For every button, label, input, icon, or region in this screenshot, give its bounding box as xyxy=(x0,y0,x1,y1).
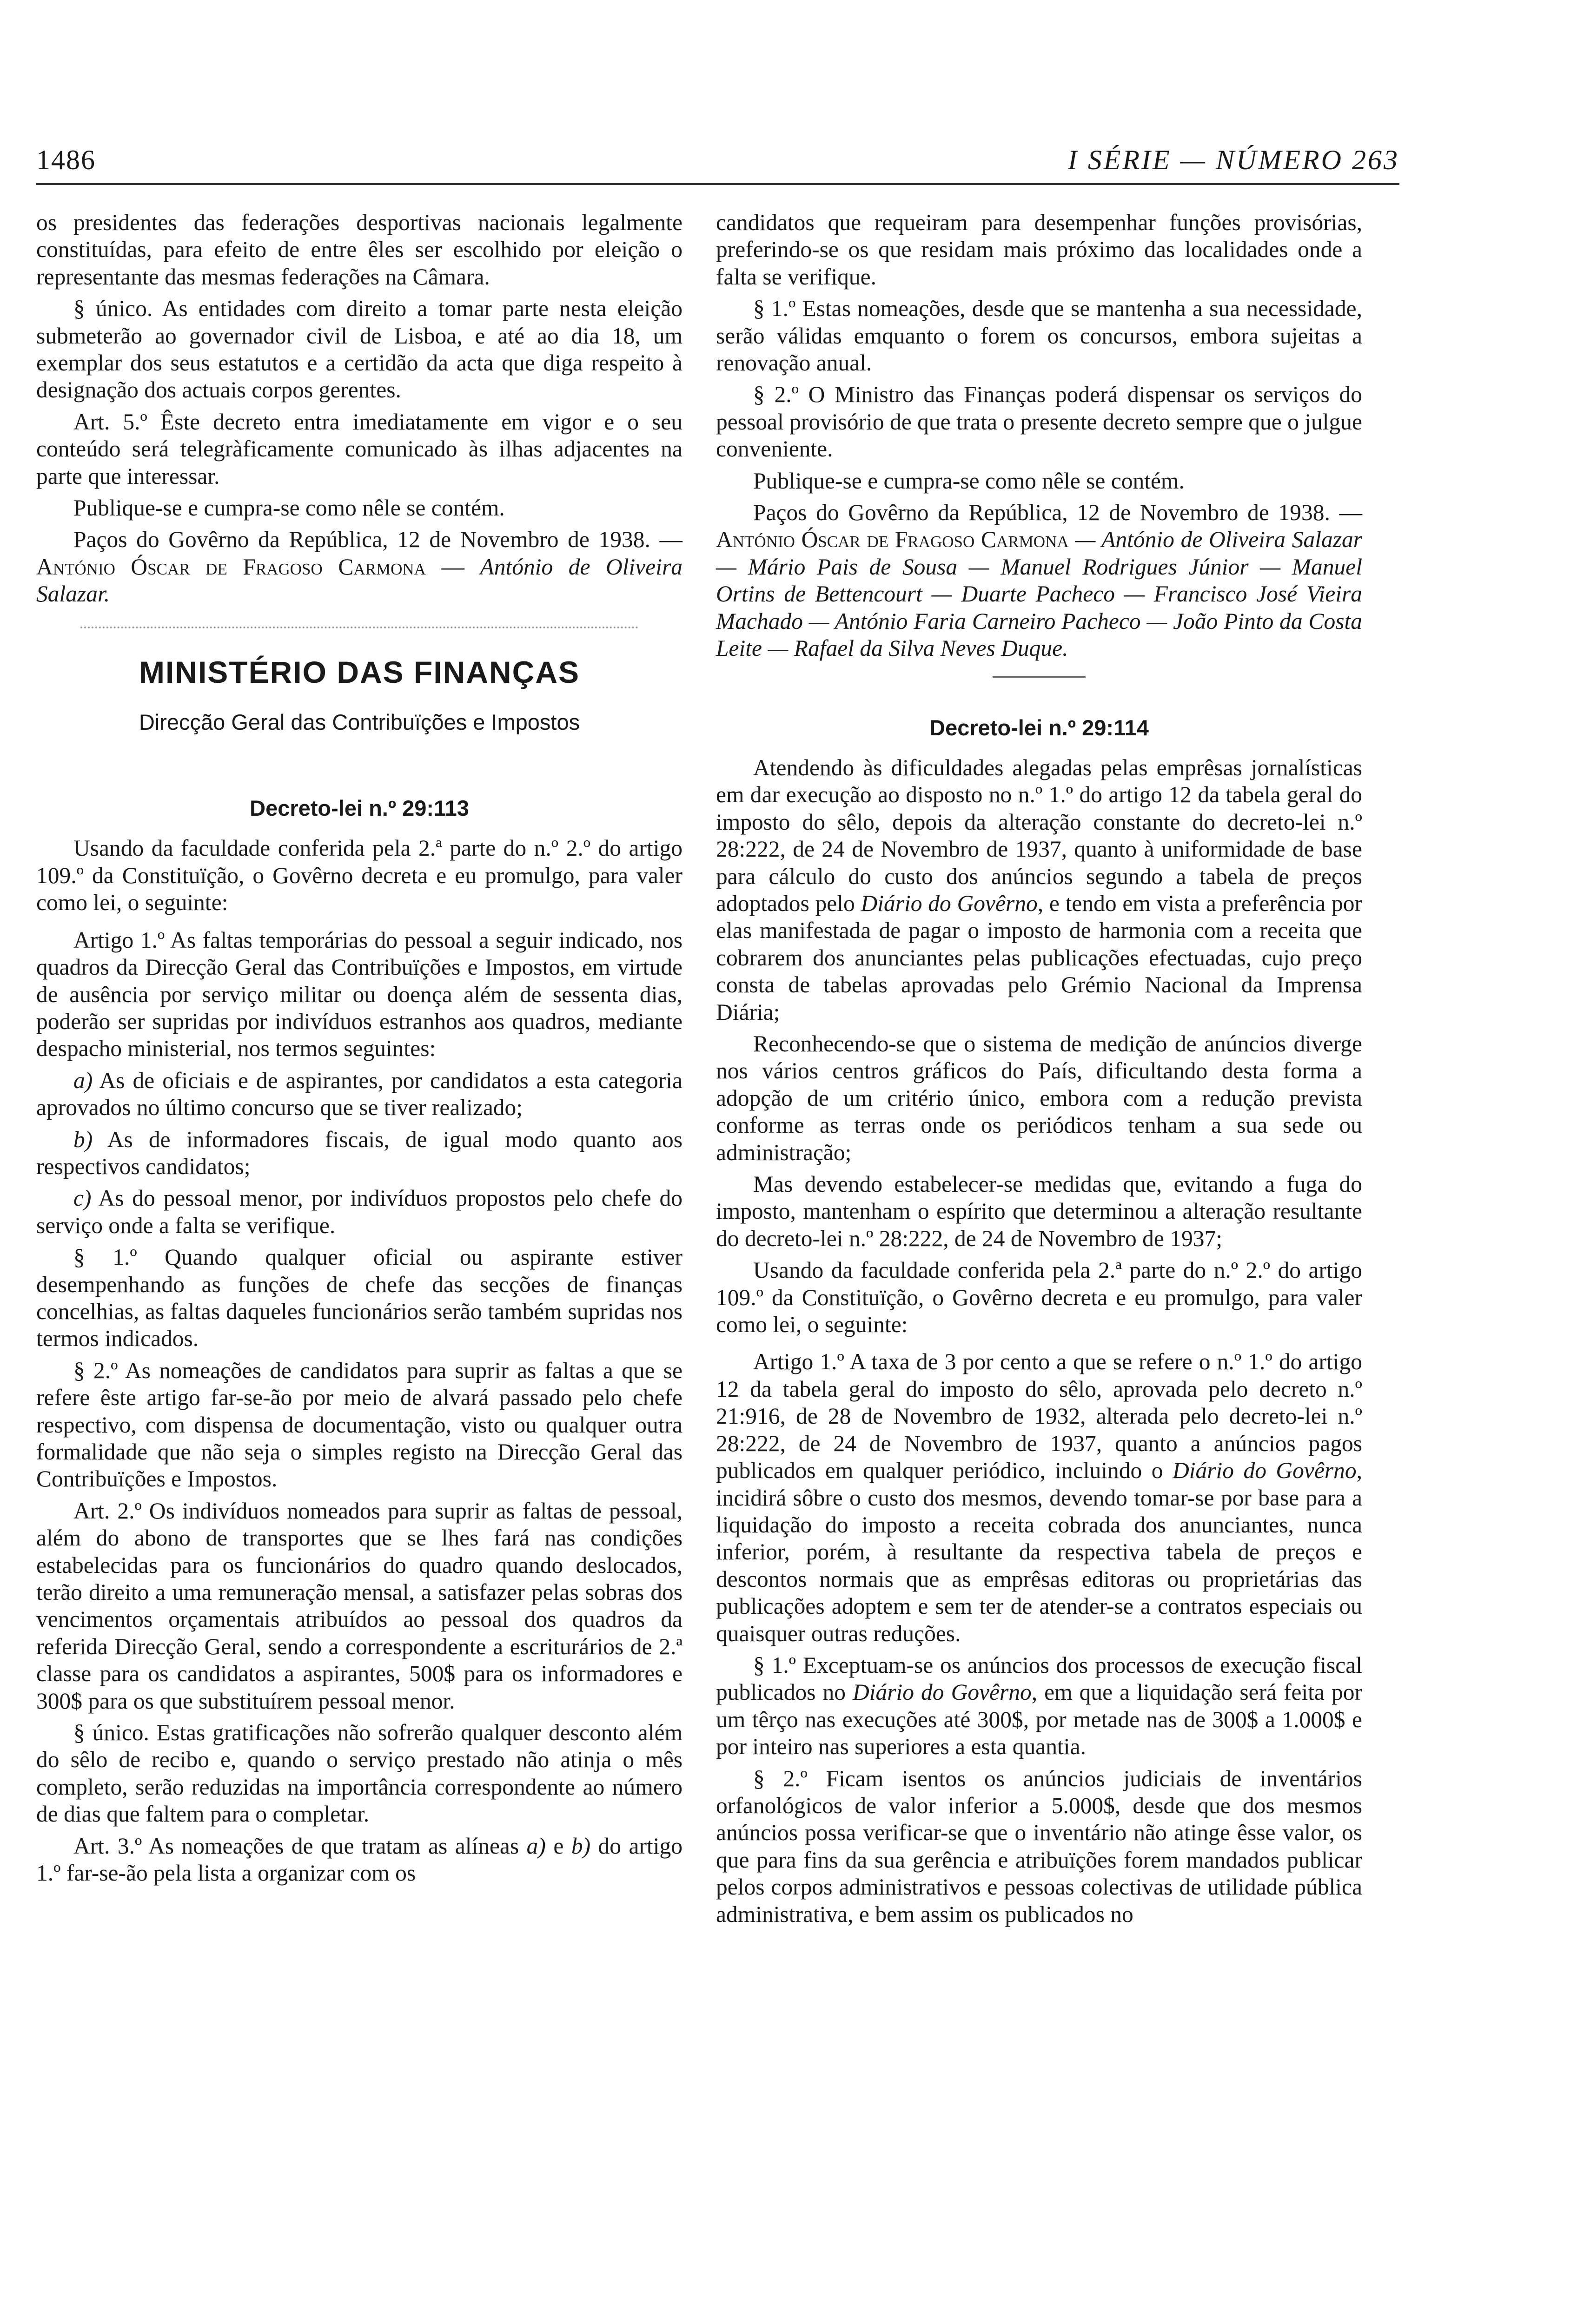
item-label: c) xyxy=(73,1185,92,1211)
signature-name: António Óscar de Fragoso Carmona xyxy=(36,554,426,580)
text: , em que a liquidação será feita por um têrço nas execuções até 300$, por metade nas de 300$ a 1.000$ e por inteiro nas superiores a esta quantia. xyxy=(716,1679,1363,1760)
ministry-heading: MINISTÉRIO DAS FINANÇAS xyxy=(139,654,580,689)
paragraph: § único. Estas gratificações não sofrerão qualquer desconto além do sêlo de recibo e, quando o serviço prestado não atinja o mês completo, serão reduzidas na importância correspondente ao número de dias que faltem para o completar. xyxy=(36,1720,682,1827)
separator xyxy=(80,627,638,628)
text: Diário do Govêrno xyxy=(853,1679,1032,1705)
paragraph xyxy=(36,1833,682,1887)
paragraph: Reconhecendo-se que o sistema de medição de anúncios diverge nos vários centros gráficos do País, dificultando desta forma a adopção de um critério único, embora com a redução prevista conforme as terras onde os periódicos tenham a sua sede ou administração; xyxy=(716,1031,1362,1165)
paragraph xyxy=(716,1348,1362,1647)
left-column xyxy=(36,209,682,1892)
list-item xyxy=(36,1126,682,1181)
signature-name: António Óscar de Fragoso Carmona xyxy=(716,527,1069,553)
text: § 1.º Exceptuam-se os anúncios dos processos de execução fiscal publicados no xyxy=(716,1652,1362,1705)
text: b) xyxy=(571,1833,591,1859)
paragraph: os presidentes das federações desportivas nacionais legalmente constituídas, para efeito de entre êles ser escolhido por eleição o representante das mesmas federações na Câmara. xyxy=(36,210,682,290)
item-text: As de informadores fiscais, de igual modo quanto aos respectivos candidatos; xyxy=(36,1126,682,1179)
paragraph: Usando da faculdade conferida pela 2.ª parte do n.º 2.º do artigo 109.º da Constituïção, o Govêrno decreta e eu promulgo, para valer como lei, o seguinte: xyxy=(716,1257,1362,1338)
paragraph: candidatos que requeiram para desempenhar funções provisórias, preferindo-se os que residam mais próximo das localidades onde a falta se verifique. xyxy=(716,210,1362,290)
signature xyxy=(716,499,1362,662)
list-item xyxy=(36,1185,682,1239)
text: a) xyxy=(526,1833,546,1859)
header-rule xyxy=(36,183,1399,185)
decree-title: Decreto-lei n.º 29:114 xyxy=(929,715,1149,740)
item-label: b) xyxy=(73,1126,93,1152)
text: Artigo 1.º A taxa de 3 por cento a que se refere o n.º 1.º do artigo 12 da tabela geral do imposto do sêlo, aprovada pelo decreto n.º 21:916, de 28 de Novembro de 1932, alterada pelo decreto-lei n.º 28:222, de 24 de Novembro de 1937, quanto a anúncios pagos publicados em qualquer periódico, incluindo o xyxy=(716,1349,1362,1484)
paragraph: § 2.º As nomeações de candidatos para suprir as faltas a que se refere êste artigo far-se-ão por meio de alvará passado pelo chefe respectivo, com dispensa de documentação, visto ou qualquer outra formalidade que não seja o simples registo na Direcção Geral das Contribuïções e Impostos. xyxy=(36,1357,682,1492)
series-label: I SÉRIE — NÚMERO 263 xyxy=(1067,145,1399,175)
signature xyxy=(36,526,682,607)
paragraph: Usando da faculdade conferida pela 2.ª parte do n.º 2.º do artigo 109.º da Constituïção, o Govêrno decreta e eu promulgo, para valer como lei, o seguinte: xyxy=(36,835,682,916)
paragraph xyxy=(716,754,1362,1026)
separator xyxy=(993,676,1086,678)
signature-name: António de Oliveira Salazar. xyxy=(36,554,682,607)
signature-text: Paços do Govêrno da República, 12 de Novembro de 1938. — xyxy=(73,527,682,553)
decree-title: Decreto-lei n.º 29:113 xyxy=(250,796,469,821)
paragraph: Art. 2.º Os indivíduos nomeados para suprir as faltas de pessoal, além do abono de transportes que se lhes fará nas condições estabelecidas para os funcionários do quadro quando deslocados, terão direito a uma remuneração mensal, a satisfazer pelas sobras dos vencimentos orçamentais atribuídos ao pessoal dos quadros da referida Direcção Geral, sendo a correspondente a escriturários de 2.ª classe para os candidatos a aspirantes, 500$ para os informadores e 300$ para os que substituírem pessoal menor. xyxy=(36,1498,682,1714)
paragraph: Publique-se e cumpra-se como nêle se contém. xyxy=(753,468,1185,494)
paragraph: § 1.º Quando qualquer oficial ou aspirante estiver desempenhando as funções de chefe das secções de finanças concelhias, as faltas daqueles funcionários serão também supridas nos termos indicados. xyxy=(36,1244,682,1352)
paragraph: Mas devendo estabelecer-se medidas que, evitando a fuga do imposto, mantenham o espírito que determinou a alteração resultante do decreto-lei n.º 28:222, de 24 de Novembro de 1937; xyxy=(716,1171,1362,1251)
text: , e tendo em vista a preferência por elas manifestada de pagar o imposto de harmonia com a receita que cobrarem dos anunciantes pelas publicações efectuadas, cujo preço consta de tabelas aprovadas pelo Grémio Nacional da Imprensa Diária; xyxy=(716,890,1362,1025)
paragraph xyxy=(716,1652,1362,1761)
right-column xyxy=(716,209,1362,1933)
department-heading: Direcção Geral das Contribuïções e Impostos xyxy=(139,709,580,734)
page-header xyxy=(36,135,1399,191)
paragraph: § único. As entidades com direito a tomar parte nesta eleição submeterão ao governador civil de Lisboa, e até ao dia 18, um exemplar dos seus estatutos e a certidão da acta que diga respeito à designação dos actuais corpos gerentes. xyxy=(36,296,682,403)
text: Atendendo às dificuldades alegadas pelas emprêsas jornalísticas em dar execução ao disposto no n.º 1.º do artigo 12 da tabela geral do imposto do sêlo, depois da alteração constante do decreto-lei n.º 28:222, de 24 de Novembro de 1937, quanto à uniformidade de base para cálculo do custo dos anúncios segundo a tabela de preços adoptados pelo xyxy=(716,754,1362,916)
text: Diário do Govêrno xyxy=(861,890,1038,916)
paragraph: § 2.º O Ministro das Finanças poderá dispensar os serviços do pessoal provisório de que trata o presente decreto sempre que o julgue conveniente. xyxy=(716,382,1362,462)
item-text: As de oficiais e de aspirantes, por candidatos a esta categoria aprovados no último concurso que se tiver realizado; xyxy=(36,1067,682,1121)
paragraph: Publique-se e cumpra-se como nêle se contém. xyxy=(73,495,505,521)
text: , incidirá sôbre o custo dos mesmos, devendo tomar-se por base para a liquidação do imposto a receita cobrada dos anunciantes, nunca inferior, porém, à resultante da respectiva tabela de preços e descontos normais que as emprêsas editoras ou proprietárias das publicações adoptem e sem ter de atender-se a contratos especiais ou quaisquer outras reduções. xyxy=(716,1458,1362,1646)
paragraph: Art. 5.º Êste decreto entra imediatamente em vigor e o seu conteúdo será telegràficamente comunicado às ilhas adjacentes na parte que interessar. xyxy=(36,409,682,489)
item-label: a) xyxy=(73,1067,93,1093)
text: e xyxy=(545,1833,571,1859)
signature-sep: — xyxy=(425,554,480,580)
text: Diário do Govêrno xyxy=(1172,1458,1357,1484)
signature-names: — António de Oliveira Salazar — Mário Pais de Sousa — Manuel Rodrigues Júnior — Manuel Ortins de Bettencourt — Duarte Pacheco — Francisco José Vieira Machado — António Faria Carneiro Pacheco — João Pinto da Costa Leite — Rafael da Silva Neves Duque. xyxy=(716,527,1362,661)
paragraph: Artigo 1.º As faltas temporárias do pessoal a seguir indicado, nos quadros da Direcção Geral das Contribuïções e Impostos, em virtude de ausência por serviço militar ou doença além de sessenta dias, poderão ser supridas por indivíduos estranhos aos quadros, mediante despacho ministerial, nos termos seguintes: xyxy=(36,927,682,1062)
paragraph: § 1.º Estas nomeações, desde que se mantenha a sua necessidade, serão válidas emquanto o forem os concursos, embora sujeitas a renovação anual. xyxy=(716,296,1362,376)
item-text: As do pessoal menor, por indivíduos propostos pelo chefe do serviço onde a falta se verifique. xyxy=(36,1185,682,1238)
text: do artigo 1.º far-se-ão pela lista a organizar com os xyxy=(36,1833,682,1886)
text: Art. 3.º As nomeações de que tratam as alíneas xyxy=(73,1833,527,1859)
page-number: 1486 xyxy=(36,145,96,175)
paragraph: § 2.º Ficam isentos os anúncios judiciais de inventários orfanológicos de valor inferior a 5.000$, desde que dos mesmos anúncios possa verificar-se que o inventário não atinge êsse valor, os que para fins da sua gerência e atribuïções forem mandados publicar pelos corpos administrativos e pessoas colectivas de utilidade pública administrativa, e bem assim os publicados no xyxy=(716,1765,1362,1927)
list-item xyxy=(36,1067,682,1122)
signature-text: Paços do Govêrno da República, 12 de Novembro de 1938. — xyxy=(753,500,1362,526)
